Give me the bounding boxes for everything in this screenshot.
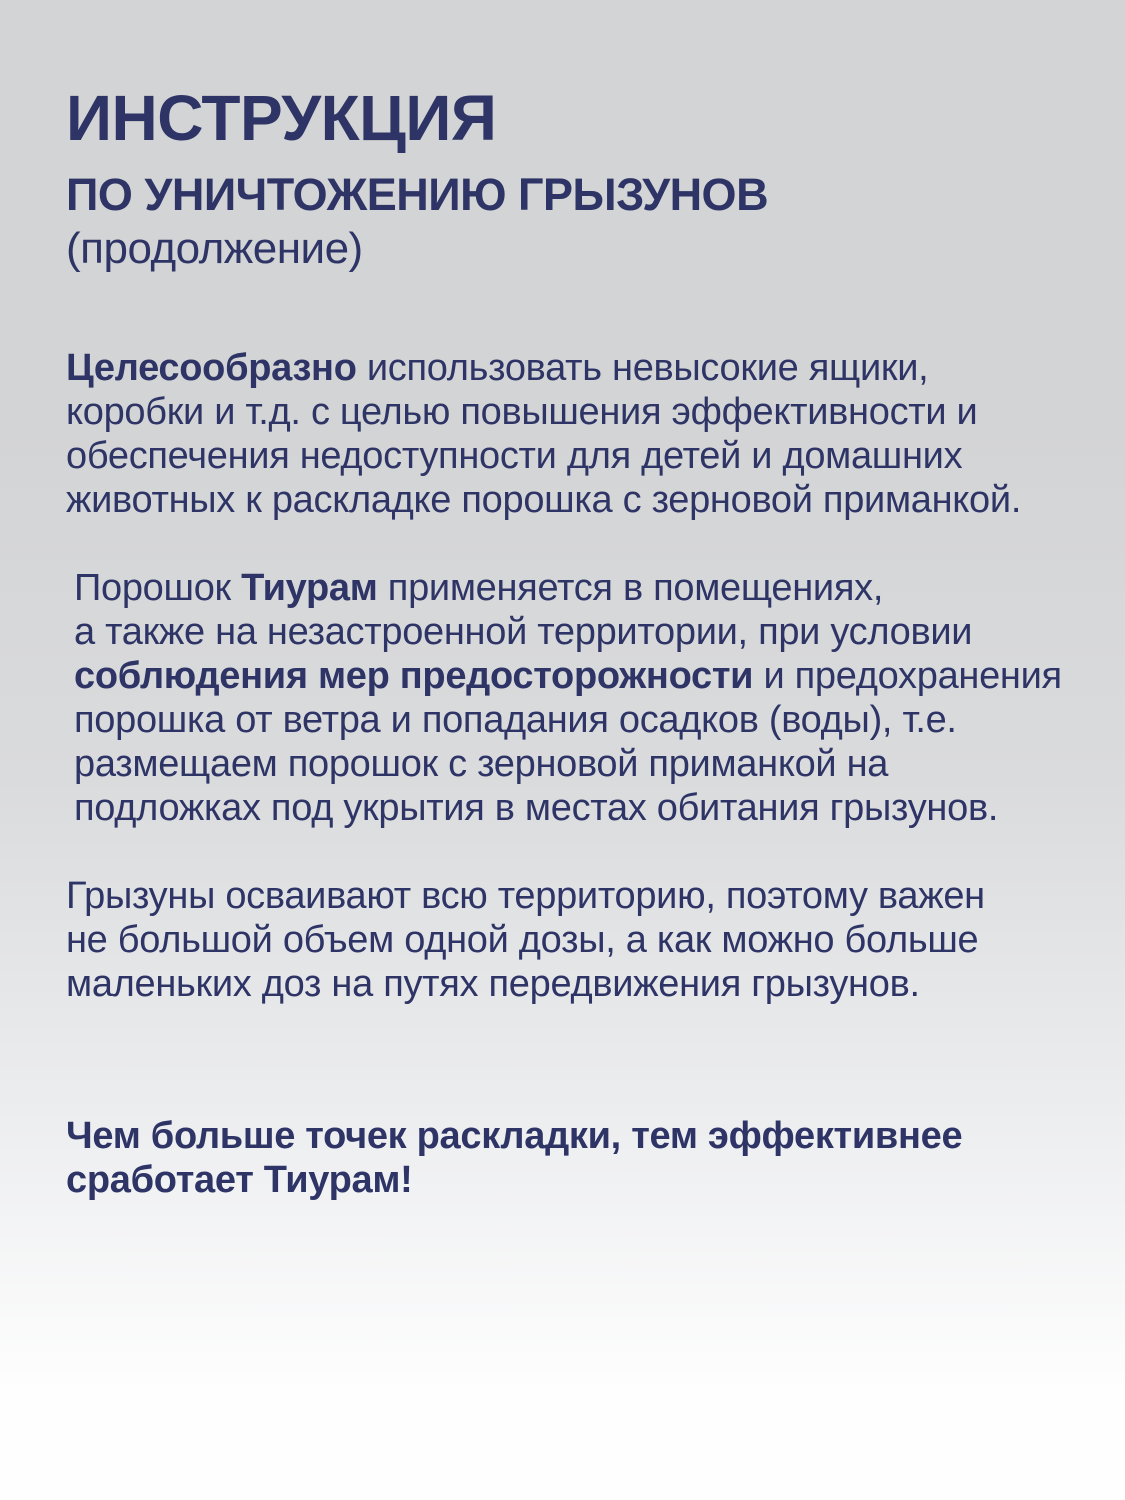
text-segment: маленьких доз на путях передвижения грызунов.: [66, 963, 920, 1006]
subtitle-note: (продолжение): [66, 223, 363, 273]
text-segment: соблюдения мер предосторожности: [74, 655, 754, 698]
text-segment: Целесообразно: [66, 347, 357, 390]
paragraph-application-areas: [66, 566, 1077, 830]
text-segment: Чем больше точек раскладки, тем эффективнее: [66, 1115, 963, 1158]
paragraph-dosage-advice: [66, 874, 1077, 1006]
text-segment: а также на незастроенной территории, при условии: [74, 611, 973, 654]
paragraph-boxes-advice: [66, 346, 1077, 522]
text-segment: Порошок: [74, 567, 242, 610]
text-segment: использовать невысокие ящики,: [356, 347, 929, 390]
text-segment: и предохранения: [753, 655, 1062, 698]
text-segment: животных к раскладке порошка с зерновой приманкой.: [66, 479, 1022, 522]
page-title: ИНСТРУКЦИЯ: [66, 82, 497, 154]
paragraph-conclusion: [66, 1114, 1077, 1202]
page-subtitle: ПО УНИЧТОЖЕНИЮ ГРЫЗУНОВ: [66, 169, 769, 220]
text-segment: применяется в помещениях,: [377, 567, 884, 610]
text-segment: порошка от ветра и попадания осадков (воды), т.е.: [74, 699, 957, 742]
text-segment: Тиурам: [241, 567, 378, 610]
text-segment: сработает Тиурам!: [66, 1159, 413, 1202]
text-segment: коробки и т.д. с целью повышения эффективности и: [66, 391, 978, 434]
text-segment: подложках под укрытия в местах обитания грызунов.: [74, 787, 999, 830]
text-segment: Грызуны осваивают всю территорию, поэтому важен: [66, 875, 985, 918]
text-segment: размещаем порошок с зерновой приманкой на: [74, 743, 889, 786]
text-segment: не большой объем одной дозы, а как можно больше: [66, 919, 979, 962]
paragraphs: [66, 346, 1077, 1202]
text-segment: обеспечения недоступности для детей и домашних: [66, 435, 963, 478]
